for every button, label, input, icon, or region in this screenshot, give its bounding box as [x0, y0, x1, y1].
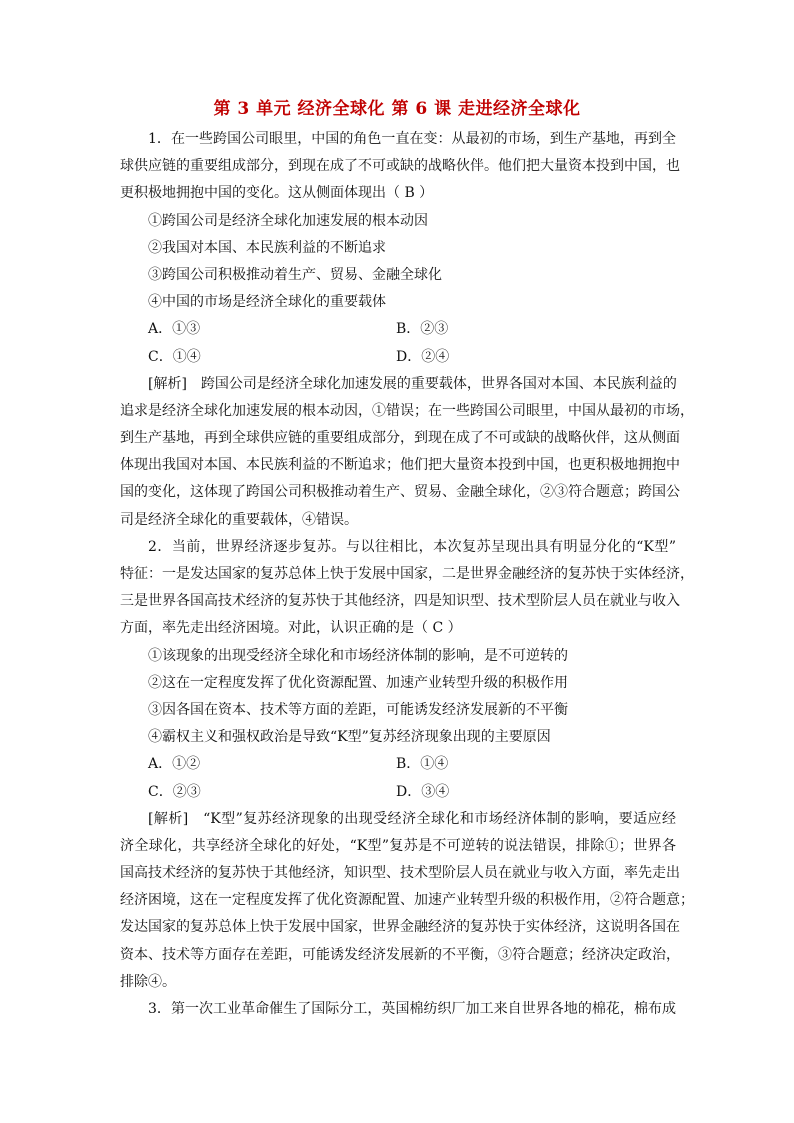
question-1-option-b: B．②③ [396, 321, 449, 338]
question-1-analysis-line: 体现出我国对本国、本民族利益的不断追求；他们把大量资本投到中国，也更积极地拥抱中 [120, 457, 680, 474]
question-1-option-a: A．①③ [148, 321, 201, 338]
question-3 [120, 996, 676, 1023]
question-2-statement-2: ②这在一定程度发挥了优化资源配置、加速产业转型升级的积极作用 [148, 674, 568, 691]
question-2-analysis-line: 济全球化，共享经济全球化的好处，“K型”复苏是不可逆转的说法错误，排除①；世界各 [120, 837, 676, 854]
question-2-stem-line: 2．当前，世界经济逐步复苏。与以往相比，本次复苏呈现出具有明显分化的“K型” [148, 538, 676, 555]
question-2-statement-1: ①该现象的出现受经济全球化和市场经济体制的影响，是不可逆转的 [148, 647, 568, 664]
question-1-option-d: D．②④ [396, 348, 450, 365]
question-2-option-b: B．①④ [396, 756, 449, 773]
question-2-statement-4: ④霸权主义和强权政治是导致“K型”复苏经济现象出现的主要原因 [148, 729, 551, 746]
question-2-analysis-line: 资本、技术等方面存在差距，可能诱发经济发展新的不平衡，③符合题意；经济决定政治， [120, 946, 680, 963]
question-2-option-c: C．②③ [148, 783, 201, 800]
question-2-options-row-1 [120, 751, 676, 778]
question-2-stem-line: 三是世界各国高技术经济的复苏快于其他经济，四是知识型、技术型阶层人员在就业与收入 [120, 593, 680, 610]
question-3-stem-line: 3．第一次工业革命催生了国际分工，英国棉纺织厂加工来自世界各地的棉花，棉布成 [148, 1001, 676, 1017]
question-2-option-d: D．③④ [396, 783, 450, 800]
question-1-analysis-line: [解析] 跨国公司是经济全球化加速发展的重要载体，世界各国对本国、本民族利益的 [148, 375, 677, 392]
question-1-options-row-1 [120, 316, 676, 343]
question-2-analysis-line: 发达国家的复苏总体上快于发展中国家，世界金融经济的复苏快于实体经济，这说明各国在 [120, 919, 680, 936]
question-2-analysis-line: 排除④。 [120, 973, 176, 990]
question-1 [120, 126, 694, 534]
document-body [120, 126, 694, 1023]
question-2-options-row-2 [120, 779, 676, 806]
question-2-analysis-line: 国高技术经济的复苏快于其他经济，知识型、技术型阶层人员在就业与收入方面，率先走出 [120, 865, 680, 882]
question-1-analysis-line: 国的变化，这体现了跨国公司积极推动着生产、贸易、金融全球化，②③符合题意；跨国公 [120, 484, 680, 501]
question-1-option-c: C．①④ [148, 348, 201, 365]
question-1-statement-3: ③跨国公司积极推动着生产、贸易、金融全球化 [148, 266, 442, 283]
question-1-statement-1: ①跨国公司是经济全球化加速发展的根本动因 [148, 212, 428, 229]
question-2-stem-line: 方面，率先走出经济困境。对此，认识正确的是（ C ） [120, 620, 462, 637]
question-2-option-a: A．①② [148, 756, 201, 773]
question-1-analysis-line: 司是经济全球化的重要载体，④错误。 [120, 511, 358, 528]
question-1-analysis-line: 到生产基地，再到全球供应链的重要组成部分，到现在成了不可或缺的战略伙伴，这从侧面 [120, 430, 680, 447]
question-2-stem-line: 特征：一是发达国家的复苏总体上快于发展中国家，二是世界金融经济的复苏快于实体经济， [120, 566, 694, 582]
question-1-stem-line: 球供应链的重要组成部分，到现在成了不可或缺的战略伙伴。他们把大量资本投到中国，也 [120, 158, 680, 175]
question-2 [120, 534, 694, 996]
question-2-analysis-line: [解析] “K型”复苏经济现象的出现受经济全球化和市场经济体制的影响，要适应经 [148, 810, 676, 827]
question-1-stem-line: 1．在一些跨国公司眼里，中国的角色一直在变：从最初的市场，到生产基地，再到全 [148, 131, 676, 147]
question-1-statement-2: ②我国对本国、本民族利益的不断追求 [148, 239, 386, 256]
question-1-options-row-2 [120, 344, 676, 371]
page-title: 第 3 单元 经济全球化 第 6 课 走进经济全球化 [213, 99, 581, 119]
question-1-stem-line: 更积极地拥抱中国的变化。这从侧面体现出（ B ） [120, 185, 434, 202]
question-2-statement-3: ③因各国在资本、技术等方面的差距，可能诱发经济发展新的不平衡 [148, 701, 568, 718]
question-2-analysis-line: 经济困境，这在一定程度发挥了优化资源配置、加速产业转型升级的积极作用，②符合题意； [120, 892, 694, 909]
question-1-analysis-line: 追求是经济全球化加速发展的根本动因，①错误；在一些跨国公司眼里，中国从最初的市场， [120, 402, 694, 419]
question-1-statement-4: ④中国的市场是经济全球化的重要载体 [148, 294, 386, 311]
